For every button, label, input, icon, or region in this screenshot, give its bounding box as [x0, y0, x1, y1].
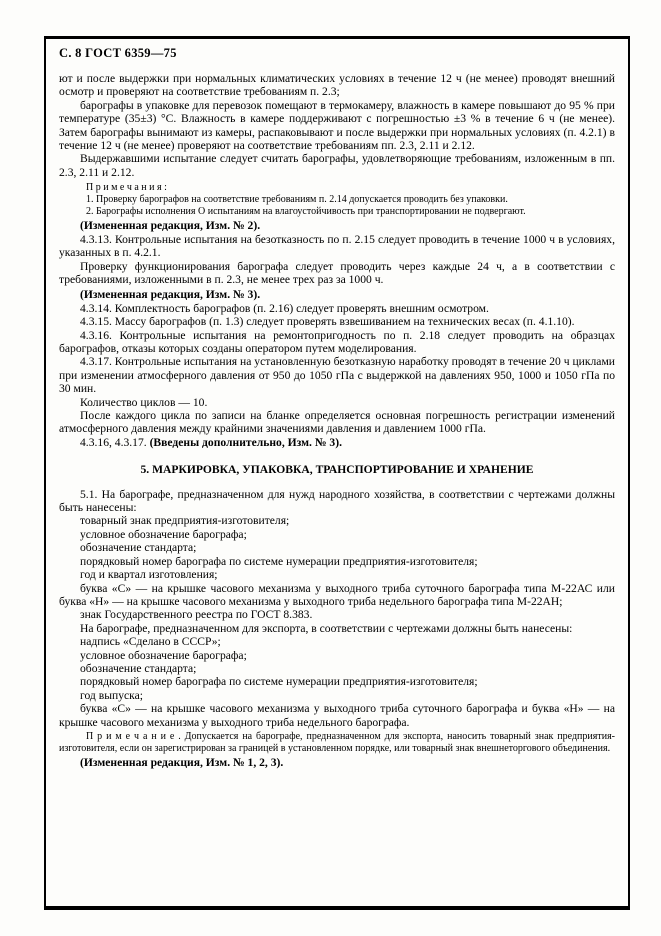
document-body [46, 64, 628, 770]
amendment-note: (Измененная редакция, Изм. № 1, 2, 3). [80, 756, 284, 770]
amendment-note: (Измененная редакция, Изм. № 3). [80, 288, 261, 302]
paragraph: Количество циклов — 10. [80, 395, 208, 409]
section-heading: 5. МАРКИРОВКА, УПАКОВКА, ТРАНСПОРТИРОВАНИЕ И ХРАНЕНИЕ [140, 463, 534, 477]
paragraph: год и квартал изготовления; [80, 568, 218, 582]
paragraph: После каждого цикла по записи на бланке определяется основная погрешность регистрации изменений атмосферного давления между крайними значениями давления и давлением 1000 гПа. [59, 409, 615, 436]
page-frame [44, 36, 630, 910]
paragraph-continuation: ют и после выдержки при нормальных климатических условиях в течение 12 ч (не менее) проводят внешний осмотр и проверяют на соответствие требованиям п. 2.3; [59, 72, 615, 99]
text-run: 4.3.16, 4.3.17. [80, 435, 150, 449]
paragraph: порядковый номер барографа по системе нумерации предприятия-изготовителя; [80, 675, 478, 689]
paragraph: 5.1. На барографе, предназначенном для нужд народного хозяйства, в соответствии с чертежами должны быть нанесены: [59, 487, 615, 515]
paragraph: 4.3.17. Контрольные испытания на установленную безотказную наработку проводят в течение 20 ч циклами при изменении атмосферного давления от 950 до 1050 гПа с выдержкой на давлениях 950, 1000 и 1050 гПа по 30 мин. [59, 355, 615, 396]
paragraph: надпись «Сделано в СССР»; [80, 635, 221, 649]
note-paragraph: П р и м е ч а н и е . Допускается на барографе, предназначенном для экспорта, наносить товарный знак предприятия-изготовителя, если он зарегистрирован за границей в установленном порядке, или товарный знак внешнеторгового объединения. [59, 730, 615, 754]
notes-title: П р и м е ч а н и я : [86, 182, 167, 194]
paragraph: буква «С» — на крышке часового механизма у выходного триба суточного барографа типа М-22АС или буква «Н» — на крышке часового механизма у выходного триба недельного барографа типа М-22АН; [59, 581, 615, 608]
paragraph: Проверку функционирования барографа следует проводить через каждые 24 ч, а в соответствии с требованиями, изложенными в п. 2.3, не менее трех раз за 1000 ч. [59, 259, 615, 286]
text-run: (Введены дополнительно, Изм. № 3). [149, 435, 342, 449]
paragraph [59, 436, 615, 449]
paragraph: 4.3.16. Контрольные испытания на ремонтопригодность по п. 2.18 следует проводить на образцах барографов, отказы которых созданы оператором путем моделирования. [59, 328, 615, 356]
paragraph: 4.3.15. Массу барографов (п. 1.3) следует проверять взвешиванием на технических весах (п. 4.1.10). [80, 315, 575, 329]
amendment-note: (Измененная редакция, Изм. № 2). [80, 219, 261, 233]
paragraph: порядковый номер барографа по системе нумерации предприятия-изготовителя; [80, 554, 478, 568]
paragraph: знак Государственного реестра по ГОСТ 8.383. [80, 608, 313, 622]
paragraph: На барографе, предназначенном для экспорта, в соответствии с чертежами должны быть нанесены: [80, 621, 573, 635]
page-header: С. 8 ГОСТ 6359—75 [59, 46, 177, 60]
paragraph: условное обозначение барографа; [80, 527, 247, 541]
paragraph: 4.3.14. Комплектность барографов (п. 2.16) следует проверять внешним осмотром. [80, 301, 489, 315]
paragraph: товарный знак предприятия-изготовителя; [80, 514, 290, 528]
paragraph: буква «С» — на крышке часового механизма у выходного триба суточного барографа и буква «Н» — на крышке часового механизма у выходного триба недельного барографа. [59, 702, 615, 729]
paragraph: обозначение стандарта; [80, 541, 197, 555]
paragraph: барографы в упаковке для перевозок помещают в термокамеру, влажность в камере повышают до 95 % при температуре (35±3) °С. Влажность в камере поддерживают с погрешностью ±3 % в течение 6 ч (не менее). Затем барографы вынимают из камеры, распаковывают и после выдержки при нормальных условиях (п. 4.2.1) в течение 12 ч (не менее) проверяют на соответствие требованиям пп. 2.3, 2.11 и 2.12. [59, 98, 615, 153]
paragraph: условное обозначение барографа; [80, 648, 247, 662]
note-paragraph: 2. Барографы исполнения О испытаниям на влагоустойчивость при транспортировании не подвергают. [86, 205, 526, 217]
paragraph: Выдержавшими испытание следует считать барографы, удовлетворяющие требованиям, изложенным в пп. 2.3, 2.11 и 2.12. [59, 152, 615, 179]
paragraph: обозначение стандарта; [80, 661, 197, 675]
paragraph: 4.3.13. Контрольные испытания на безотказность по п. 2.15 следует проводить в течение 1000 ч в условиях, указанных в п. 4.2.1. [59, 232, 615, 260]
note-paragraph: 1. Проверку барографов на соответствие требованиям п. 2.14 допускается проводить без упаковки. [86, 193, 508, 205]
paragraph: год выпуска; [80, 688, 143, 702]
